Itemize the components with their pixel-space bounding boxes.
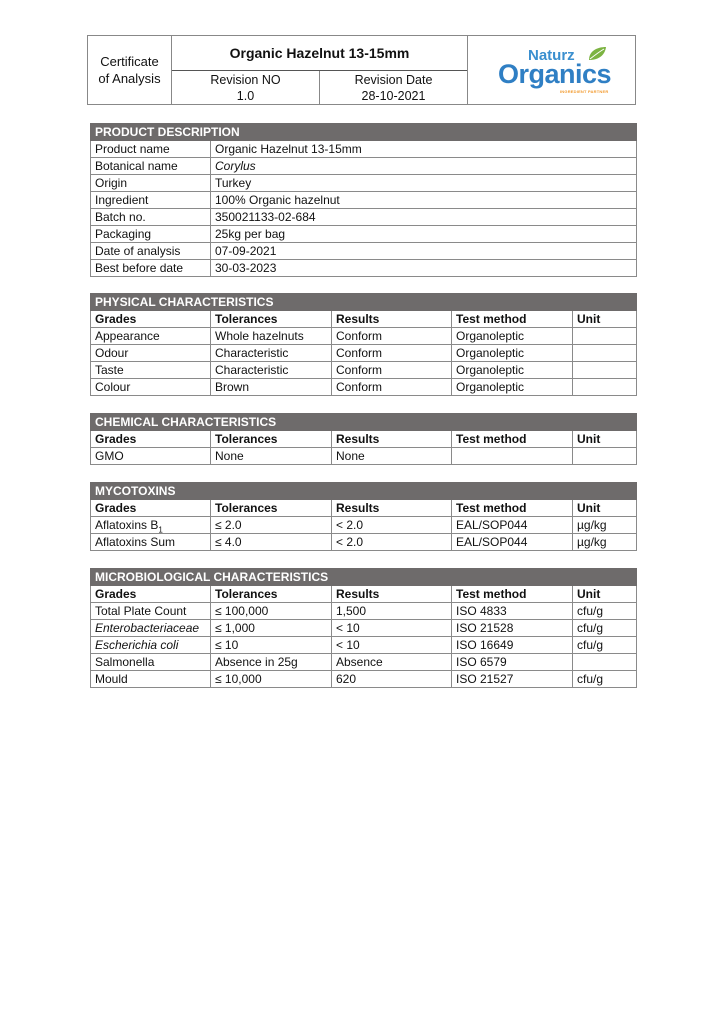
cell-method: Organoleptic: [452, 328, 573, 345]
row-label: Origin: [91, 175, 211, 192]
mycotoxins-section: [90, 482, 636, 551]
row-value: Turkey: [211, 175, 637, 192]
chemical-characteristics-section: [90, 413, 636, 465]
cell-method: EAL/SOP044: [452, 517, 573, 534]
column-header-row: [91, 500, 637, 517]
cell-grade: [91, 517, 211, 534]
col-grades: Grades: [91, 500, 211, 517]
logo-organics-text: Organics: [498, 59, 612, 89]
microbiological-table: [90, 568, 637, 688]
revision-number-label: Revision NO: [210, 72, 281, 87]
col-test-method: Test method: [452, 431, 573, 448]
table-row: [91, 141, 637, 158]
col-results: Results: [332, 500, 452, 517]
table-row: [91, 243, 637, 260]
physical-table: [90, 293, 637, 396]
cell-unit: cfu/g: [573, 671, 637, 688]
section-title: PRODUCT DESCRIPTION: [91, 124, 637, 141]
mycotoxins-table: [90, 482, 637, 551]
cell-method: [452, 448, 573, 465]
cell-unit: [573, 654, 637, 671]
cell-grade: Enterobacteriaceae: [91, 620, 211, 637]
cell-tolerance: Brown: [211, 379, 332, 396]
table-row: [91, 517, 637, 534]
cell-unit: [573, 328, 637, 345]
table-row: [91, 637, 637, 654]
cell-tolerance: Characteristic: [211, 345, 332, 362]
column-header-row: [91, 431, 637, 448]
table-row: [91, 534, 637, 551]
section-title: CHEMICAL CHARACTERISTICS: [91, 414, 637, 431]
cell-result: Conform: [332, 362, 452, 379]
table-row: [91, 260, 637, 277]
row-value: 25kg per bag: [211, 226, 637, 243]
cell-tolerance: Absence in 25g: [211, 654, 332, 671]
cell-tolerance: ≤ 10,000: [211, 671, 332, 688]
product-description-table: [90, 123, 637, 277]
cell-unit: cfu/g: [573, 620, 637, 637]
row-label: Packaging: [91, 226, 211, 243]
cell-grade: Salmonella: [91, 654, 211, 671]
row-label: Best before date: [91, 260, 211, 277]
chemical-table: [90, 413, 637, 465]
col-unit: Unit: [573, 500, 637, 517]
cell-method: ISO 6579: [452, 654, 573, 671]
table-row: [91, 448, 637, 465]
col-results: Results: [332, 431, 452, 448]
cell-unit: [573, 362, 637, 379]
col-grades: Grades: [91, 311, 211, 328]
table-row: [91, 175, 637, 192]
cell-result: < 10: [332, 637, 452, 654]
cell-grade: Taste: [91, 362, 211, 379]
table-row: [91, 345, 637, 362]
table-row: [91, 603, 637, 620]
cell-unit: µg/kg: [573, 534, 637, 551]
cell-unit: µg/kg: [573, 517, 637, 534]
cell-tolerance: ≤ 100,000: [211, 603, 332, 620]
cell-unit: [573, 345, 637, 362]
cell-result: < 2.0: [332, 517, 452, 534]
section-title: MYCOTOXINS: [91, 483, 637, 500]
logo-tagline: INGREDIENT PARTNER: [560, 89, 609, 94]
cell-result: Conform: [332, 328, 452, 345]
document-header: [87, 35, 636, 105]
section-title: PHYSICAL CHARACTERISTICS: [91, 294, 637, 311]
row-label: Date of analysis: [91, 243, 211, 260]
cell-tolerance: None: [211, 448, 332, 465]
physical-characteristics-section: [90, 293, 636, 396]
cell-result: < 2.0: [332, 534, 452, 551]
table-row: [91, 209, 637, 226]
product-description-section: [90, 123, 636, 277]
cell-grade: Odour: [91, 345, 211, 362]
cell-grade: Total Plate Count: [91, 603, 211, 620]
cell-grade: Mould: [91, 671, 211, 688]
table-row: [91, 226, 637, 243]
row-value: 07-09-2021: [211, 243, 637, 260]
col-tolerances: Tolerances: [211, 500, 332, 517]
col-unit: Unit: [573, 431, 637, 448]
certificate-label-line2: of Analysis: [98, 71, 161, 86]
column-header-row: [91, 586, 637, 603]
section-title: MICROBIOLOGICAL CHARACTERISTICS: [91, 569, 637, 586]
cell-grade: Appearance: [91, 328, 211, 345]
col-results: Results: [332, 586, 452, 603]
cell-unit: [573, 448, 637, 465]
table-row: [91, 620, 637, 637]
row-value: Corylus: [211, 158, 637, 175]
grade-text: Aflatoxins B: [95, 518, 159, 532]
microbiological-section: [90, 568, 636, 688]
cell-method: ISO 21527: [452, 671, 573, 688]
column-header-row: [91, 311, 637, 328]
cell-grade: Colour: [91, 379, 211, 396]
row-value: Organic Hazelnut 13-15mm: [211, 141, 637, 158]
cell-grade: Escherichia coli: [91, 637, 211, 654]
table-row: [91, 671, 637, 688]
cell-method: EAL/SOP044: [452, 534, 573, 551]
logo-naturz-text: Naturz: [528, 47, 575, 64]
cell-result: < 10: [332, 620, 452, 637]
certificate-label: [88, 36, 172, 104]
cell-tolerance: Whole hazelnuts: [211, 328, 332, 345]
revision-date-label: Revision Date: [354, 72, 433, 87]
row-label: Ingredient: [91, 192, 211, 209]
cell-result: Absence: [332, 654, 452, 671]
table-row: [91, 654, 637, 671]
col-tolerances: Tolerances: [211, 586, 332, 603]
cell-method: ISO 4833: [452, 603, 573, 620]
cell-unit: cfu/g: [573, 637, 637, 654]
table-row: [91, 192, 637, 209]
cell-result: None: [332, 448, 452, 465]
cell-result: 620: [332, 671, 452, 688]
revision-date-value: 28-10-2021: [361, 88, 426, 103]
cell-result: Conform: [332, 379, 452, 396]
col-tolerances: Tolerances: [211, 311, 332, 328]
revision-date: [320, 71, 467, 104]
cell-method: ISO 21528: [452, 620, 573, 637]
col-grades: Grades: [91, 431, 211, 448]
cell-result: 1,500: [332, 603, 452, 620]
col-test-method: Test method: [452, 500, 573, 517]
col-results: Results: [332, 311, 452, 328]
cell-tolerance: ≤ 1,000: [211, 620, 332, 637]
row-value: 30-03-2023: [211, 260, 637, 277]
col-unit: Unit: [573, 586, 637, 603]
cell-grade: Aflatoxins Sum: [91, 534, 211, 551]
row-value: 350021133-02-684: [211, 209, 637, 226]
cell-tolerance: ≤ 2.0: [211, 517, 332, 534]
col-grades: Grades: [91, 586, 211, 603]
revision-number: [172, 71, 320, 104]
col-unit: Unit: [573, 311, 637, 328]
row-value: 100% Organic hazelnut: [211, 192, 637, 209]
row-label: Botanical name: [91, 158, 211, 175]
cell-method: ISO 16649: [452, 637, 573, 654]
row-label: Batch no.: [91, 209, 211, 226]
cell-unit: [573, 379, 637, 396]
certificate-label-line1: Certificate: [100, 54, 159, 69]
cell-result: Conform: [332, 345, 452, 362]
company-logo: [467, 36, 635, 104]
col-test-method: Test method: [452, 586, 573, 603]
table-row: [91, 328, 637, 345]
cell-tolerance: Characteristic: [211, 362, 332, 379]
cell-method: Organoleptic: [452, 362, 573, 379]
cell-method: Organoleptic: [452, 345, 573, 362]
table-row: [91, 158, 637, 175]
cell-tolerance: ≤ 10: [211, 637, 332, 654]
cell-tolerance: ≤ 4.0: [211, 534, 332, 551]
cell-unit: cfu/g: [573, 603, 637, 620]
grade-subscript: 1: [158, 525, 163, 534]
table-row: [91, 362, 637, 379]
revision-number-value: 1.0: [236, 88, 255, 103]
row-label: Product name: [91, 141, 211, 158]
col-test-method: Test method: [452, 311, 573, 328]
table-row: [91, 379, 637, 396]
product-title: Organic Hazelnut 13-15mm: [172, 36, 467, 71]
cell-grade: GMO: [91, 448, 211, 465]
col-tolerances: Tolerances: [211, 431, 332, 448]
cell-method: Organoleptic: [452, 379, 573, 396]
